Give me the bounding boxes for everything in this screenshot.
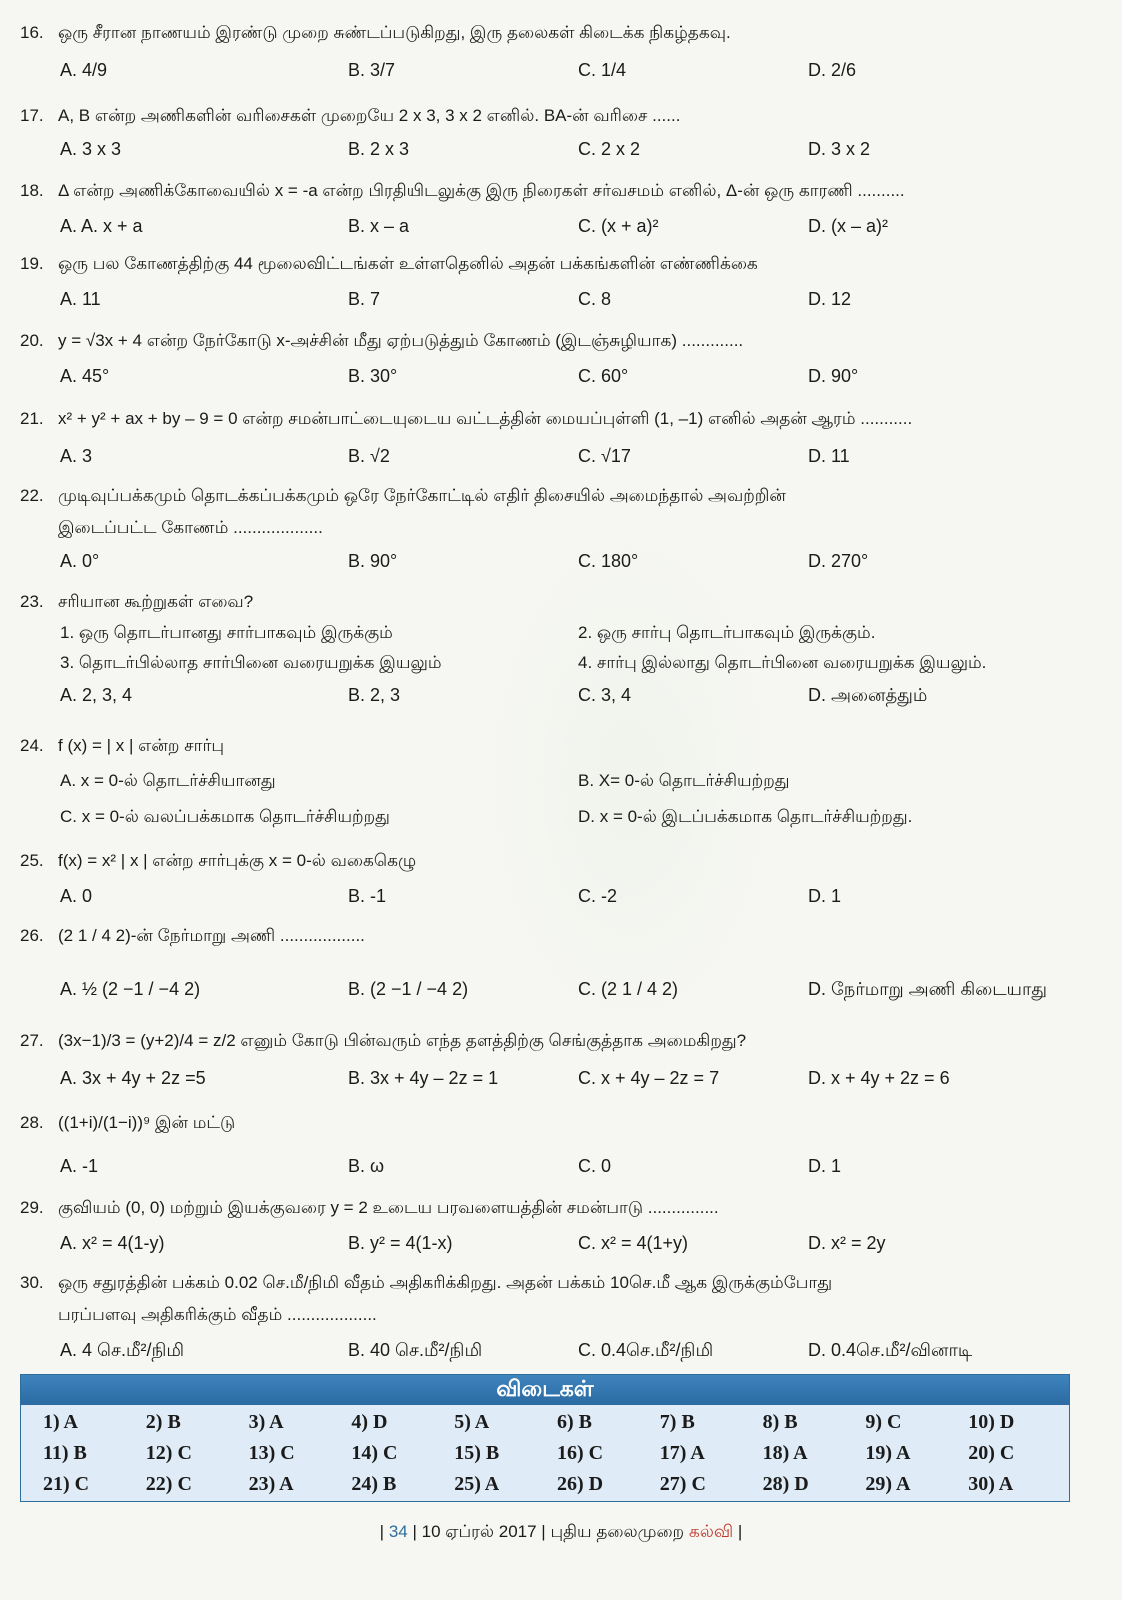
answer-cell: 3) A bbox=[248, 1411, 284, 1433]
option-a: A. 45° bbox=[60, 366, 110, 386]
option-b: B. 40 செ.மீ²/நிமி bbox=[348, 1340, 483, 1360]
question-stem: 26. (2 1 / 4 2)-ன் நேர்மாறு அணி .................. bbox=[20, 926, 365, 945]
question-22 bbox=[20, 485, 1100, 577]
option-b: B. 3/7 bbox=[348, 60, 396, 80]
question-19 bbox=[20, 253, 1100, 315]
option-c: C. 0 bbox=[578, 1156, 612, 1176]
answer-cell: 11) B bbox=[43, 1442, 87, 1464]
option-b: B. (2 −1 / −4 2) bbox=[348, 979, 469, 999]
answer-cell: 19) A bbox=[865, 1442, 911, 1464]
option-a: A. 3 x 3 bbox=[60, 139, 122, 159]
option-d: D. 0.4செ.மீ²/வினாடி bbox=[808, 1340, 973, 1360]
answer-cell: 17) A bbox=[659, 1442, 705, 1464]
option-a: A. 3 bbox=[60, 446, 93, 466]
option-a: A. 0 bbox=[60, 886, 93, 906]
option-d: D. 12 bbox=[808, 289, 852, 309]
option-c: C. -2 bbox=[578, 886, 618, 906]
statement-1: 1. ஒரு தொடர்பானது சார்பாகவும் இருக்கும் bbox=[60, 623, 393, 642]
publication-brand: கல்வி bbox=[688, 1522, 734, 1541]
question-20 bbox=[20, 330, 1100, 392]
option-a: A. 3x + 4y + 2z =5 bbox=[60, 1068, 206, 1088]
answer-cell: 8) B bbox=[762, 1411, 798, 1433]
question-stem: 21. x² + y² + ax + by – 9 = 0 என்ற சமன்பாட்டையுடைய வட்டத்தின் மையப்புள்ளி (1, –1) எனில் அதன் ஆரம் ........... bbox=[20, 409, 913, 428]
option-a: A. x = 0-ல் தொடர்ச்சியானது bbox=[60, 771, 276, 790]
answer-cell: 13) C bbox=[248, 1442, 295, 1464]
answer-cell: 28) D bbox=[762, 1473, 809, 1495]
option-c: C. (x + a)² bbox=[578, 216, 659, 236]
option-b: B. x – a bbox=[348, 216, 410, 236]
question-stem: 22. முடிவுப்பக்கமும் தொடக்கப்பக்கமும் ஒரே நேர்கோட்டில் எதிர் திசையில் அமைந்தால் அவற்றின் bbox=[20, 486, 786, 505]
option-d: D. x + 4y + 2z = 6 bbox=[808, 1068, 950, 1088]
answer-cell: 20) C bbox=[968, 1442, 1015, 1464]
answer-cell: 9) C bbox=[865, 1411, 902, 1433]
option-d: D. 1 bbox=[808, 1156, 842, 1176]
page-number: 34 bbox=[388, 1522, 408, 1541]
question-29 bbox=[20, 1197, 1100, 1259]
answer-cell: 14) C bbox=[351, 1442, 398, 1464]
option-c: C. x + 4y – 2z = 7 bbox=[578, 1068, 720, 1088]
answer-cell: 4) D bbox=[351, 1411, 388, 1433]
answer-cell: 25) A bbox=[454, 1473, 500, 1495]
option-c: C. 2 x 2 bbox=[578, 139, 641, 159]
option-a: A. 4/9 bbox=[60, 60, 108, 80]
answer-key bbox=[20, 1374, 1070, 1502]
answer-cell: 22) C bbox=[145, 1473, 192, 1495]
question-stem: 25. f(x) = x² | x | என்ற சார்புக்கு x = 0-ல் வகைகெழு bbox=[20, 851, 417, 870]
option-b: B. 2, 3 bbox=[348, 685, 401, 705]
question-30 bbox=[20, 1272, 1100, 1366]
option-b: B. 90° bbox=[348, 551, 398, 571]
option-a: A. 4 செ.மீ²/நிமி bbox=[60, 1340, 185, 1360]
answer-cell: 21) C bbox=[43, 1473, 90, 1495]
answer-cell: 10) D bbox=[968, 1411, 1015, 1433]
answer-cell: 24) B bbox=[351, 1473, 397, 1495]
option-c: C. x² = 4(1+y) bbox=[578, 1233, 689, 1253]
question-27 bbox=[20, 1030, 1100, 1094]
option-c: C. 3, 4 bbox=[578, 685, 632, 705]
answer-cell: 23) A bbox=[248, 1473, 294, 1495]
option-d: D. 1 bbox=[808, 886, 842, 906]
answer-cell: 30) A bbox=[968, 1473, 1014, 1495]
question-stem: 18. Δ என்ற அணிக்கோவையில் x = -a என்ற பிரதியிடலுக்கு இரு நிரைகள் சர்வசமம் எனில், Δ-ன் ஒரு காரணி .......... bbox=[20, 181, 905, 200]
answer-cell: 2) B bbox=[145, 1411, 181, 1433]
option-b: B. √2 bbox=[348, 446, 390, 466]
answer-cell: 15) B bbox=[454, 1442, 500, 1464]
option-a: A. A. x + a bbox=[60, 216, 143, 236]
answer-cell: 29) A bbox=[865, 1473, 911, 1495]
question-stem-continued: பரப்பளவு அதிகரிக்கும் வீதம் ................... bbox=[58, 1305, 377, 1324]
answer-key-title: விடைகள் bbox=[21, 1375, 1069, 1405]
statement-4: 4. சார்பு இல்லாது தொடர்பினை வரையறுக்க இயலும். bbox=[578, 653, 987, 672]
question-18 bbox=[20, 180, 1100, 242]
publication-name: புதிய தலைமுறை bbox=[550, 1522, 685, 1541]
statement-2: 2. ஒரு சார்பு தொடர்பாகவும் இருக்கும். bbox=[578, 623, 876, 642]
question-stem: 17. A, B என்ற அணிகளின் வரிசைகள் முறையே 2 x 3, 3 x 2 எனில். BA-ன் வரிசை ...... bbox=[20, 106, 681, 125]
option-b: B. 30° bbox=[348, 366, 398, 386]
option-d: D. 270° bbox=[808, 551, 869, 571]
page-footer: | 34 | 10 ஏப்ரல் 2017 | புதிய தலைமுறை கல்வி | bbox=[379, 1522, 743, 1541]
option-d: D. அனைத்தும் bbox=[808, 685, 928, 705]
issue-date: 10 ஏப்ரல் 2017 bbox=[421, 1522, 537, 1541]
option-c: C. 0.4செ.மீ²/நிமி bbox=[578, 1340, 714, 1360]
answer-cell: 27) C bbox=[659, 1473, 706, 1495]
option-d: D. நேர்மாறு அணி கிடையாது bbox=[808, 979, 1048, 999]
option-a: A. -1 bbox=[60, 1156, 99, 1176]
option-a: A. 2, 3, 4 bbox=[60, 685, 133, 705]
option-c: C. 180° bbox=[578, 551, 639, 571]
option-b: B. ω bbox=[348, 1156, 385, 1176]
question-stem: 27. (3x−1)/3 = (y+2)/4 = z/2 எனும் கோடு பின்வரும் எந்த தளத்திற்கு செங்குத்தாக அமைகிறது? bbox=[20, 1031, 747, 1050]
option-c: C. 1/4 bbox=[578, 60, 627, 80]
answer-cell: 26) D bbox=[557, 1473, 604, 1495]
answer-cell: 1) A bbox=[43, 1411, 78, 1433]
option-d: D. 90° bbox=[808, 366, 859, 386]
question-16 bbox=[20, 22, 1100, 86]
option-b: B. 3x + 4y – 2z = 1 bbox=[348, 1068, 499, 1088]
option-b: B. 2 x 3 bbox=[348, 139, 410, 159]
option-a: A. x² = 4(1-y) bbox=[60, 1233, 165, 1253]
question-26 bbox=[20, 925, 1100, 1005]
option-d: D. x = 0-ல் இடப்பக்கமாக தொடர்ச்சியற்றது. bbox=[578, 807, 913, 826]
answer-grid bbox=[21, 1405, 1069, 1502]
answer-cell: 18) A bbox=[762, 1442, 808, 1464]
question-stem: 19. ஒரு பல கோணத்திற்கு 44 மூலைவிட்டங்கள் உள்ளதெனில் அதன் பக்கங்களின் எண்ணிக்கை bbox=[20, 254, 758, 273]
option-b: B. y² = 4(1-x) bbox=[348, 1233, 453, 1253]
option-d: D. 2/6 bbox=[808, 60, 857, 80]
question-21 bbox=[20, 408, 1100, 472]
question-17 bbox=[20, 105, 1100, 165]
question-stem-continued: இடைப்பட்ட கோணம் ................... bbox=[58, 518, 323, 537]
option-c: C. √17 bbox=[578, 446, 631, 466]
option-c: C. (2 1 / 4 2) bbox=[578, 979, 679, 999]
question-stem: 24. f (x) = | x | என்ற சார்பு bbox=[20, 736, 225, 755]
option-b: B. 7 bbox=[348, 289, 381, 309]
option-b: B. -1 bbox=[348, 886, 387, 906]
question-stem: 20. y = √3x + 4 என்ற நேர்கோடு x-அச்சின் மீது ஏற்படுத்தும் கோணம் (இடஞ்சுழியாக) ............. bbox=[20, 331, 744, 350]
answer-cell: 6) B bbox=[557, 1411, 592, 1433]
option-d: D. x² = 2y bbox=[808, 1233, 886, 1253]
question-stem: 23. சரியான கூற்றுகள் எவை? bbox=[20, 592, 254, 611]
option-a: A. 11 bbox=[60, 289, 101, 309]
option-d: D. (x – a)² bbox=[808, 216, 889, 236]
option-b: B. X= 0-ல் தொடர்ச்சியற்றது bbox=[578, 771, 790, 790]
option-d: D. 11 bbox=[808, 446, 850, 466]
statement-3: 3. தொடர்பில்லாத சார்பினை வரையறுக்க இயலும் bbox=[60, 653, 442, 672]
question-23 bbox=[20, 591, 1100, 711]
answer-cell: 7) B bbox=[659, 1411, 695, 1433]
option-c: C. x = 0-ல் வலப்பக்கமாக தொடர்ச்சியற்றது bbox=[60, 807, 390, 826]
answer-cell: 16) C bbox=[557, 1442, 604, 1464]
option-c: C. 60° bbox=[578, 366, 629, 386]
question-stem: 29. குவியம் (0, 0) மற்றும் இயக்குவரை y = 2 உடைய பரவளையத்தின் சமன்பாடு ............... bbox=[20, 1198, 719, 1217]
question-24 bbox=[20, 735, 1100, 833]
option-a: A. ½ (2 −1 / −4 2) bbox=[60, 979, 201, 999]
option-d: D. 3 x 2 bbox=[808, 139, 871, 159]
question-stem: 16. ஒரு சீரான நாணயம் இரண்டு முறை சுண்டப்படுகிறது, இரு தலைகள் கிடைக்க நிகழ்தகவு. bbox=[20, 23, 731, 42]
question-28 bbox=[20, 1112, 1100, 1182]
answer-cell: 12) C bbox=[145, 1442, 192, 1464]
answer-cell: 5) A bbox=[454, 1411, 490, 1433]
question-25 bbox=[20, 850, 1100, 912]
question-stem: 28. ((1+i)/(1−i))⁹ இன் மட்டு bbox=[20, 1113, 236, 1132]
option-c: C. 8 bbox=[578, 289, 612, 309]
option-a: A. 0° bbox=[60, 551, 100, 571]
question-stem: 30. ஒரு சதுரத்தின் பக்கம் 0.02 செ.மீ/நிமி வீதம் அதிகரிக்கிறது. அதன் பக்கம் 10செ.மீ ஆக இருக்கும்போது bbox=[20, 1273, 833, 1292]
